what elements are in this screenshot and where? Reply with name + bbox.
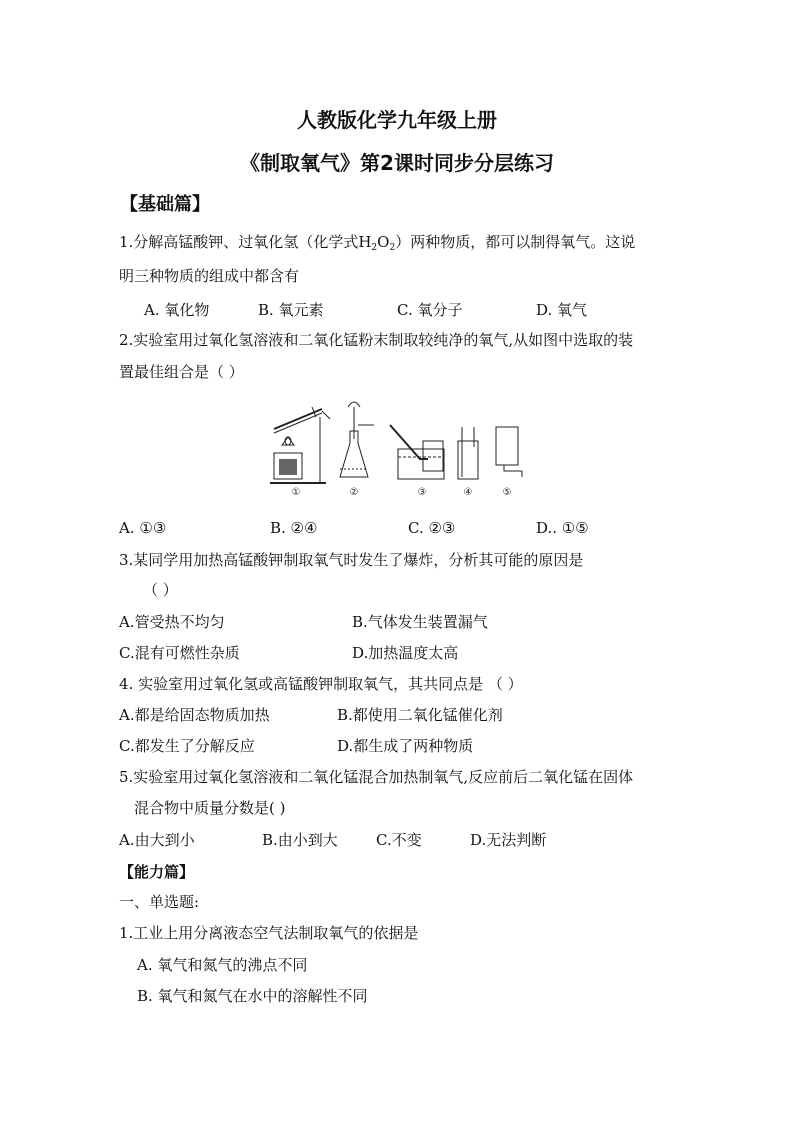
figure-label-4: ④ bbox=[463, 487, 473, 498]
title-line-1: 人教版化学九年级上册 bbox=[297, 108, 497, 132]
q4-option-c: C.都发生了分解反应 bbox=[119, 737, 255, 755]
apparatus-4-bottle bbox=[458, 427, 478, 479]
q5-line1: 5.实验室用过氧化氢溶液和二氧化锰混合加热制氧气,反应前后二氧化锰在固体 bbox=[119, 768, 634, 786]
q1-option-d: D. 氧气 bbox=[536, 301, 588, 319]
q3-option-d: D.加热温度太高 bbox=[352, 644, 459, 662]
title-line-2: 《制取氧气》第2课时同步分层练习 bbox=[240, 151, 554, 175]
q1-line1: 1.分解高锰酸钾、过氧化氢（化学式$H_2O_2$）两种物质，都可以制得氧气。这说 bbox=[119, 233, 636, 253]
q2-option-a: A. ①③ bbox=[119, 519, 167, 537]
q5-option-a: A.由大到小 bbox=[119, 831, 195, 849]
q3-line1: 3.某同学用加热高锰酸钾制取氧气时发生了爆炸，分析其可能的原因是 bbox=[119, 551, 584, 569]
ability-q1-option-a: A. 氧气和氮气的沸点不同 bbox=[137, 956, 308, 974]
ability-q1-line1: 1.工业上用分离液态空气法制取氧气的依据是 bbox=[119, 924, 419, 942]
q3-option-a: A.管受热不均匀 bbox=[119, 613, 225, 631]
q1-line2: 明三种物质的组成中都含有 bbox=[119, 267, 300, 285]
figure-label-2: ② bbox=[349, 487, 359, 498]
apparatus-figure bbox=[268, 399, 530, 499]
ability-heading: 【能力篇】 bbox=[119, 863, 195, 881]
q5-line2: 混合物中质量分数是( ) bbox=[134, 799, 286, 817]
q3-line2: （ ） bbox=[143, 581, 178, 599]
q2-option-d: D.. ①⑤ bbox=[536, 519, 589, 537]
q5-option-c: C.不变 bbox=[376, 831, 422, 849]
apparatus-3-trough bbox=[390, 425, 444, 479]
basic-heading: 【基础篇】 bbox=[120, 194, 210, 215]
q4-option-a: A.都是给固态物质加热 bbox=[119, 706, 270, 724]
ability-section-label: 一、单选题: bbox=[119, 893, 200, 911]
figure-label-1: ① bbox=[291, 487, 301, 498]
q4-option-d: D.都生成了两种物质 bbox=[337, 737, 474, 755]
q2-line1: 2.实验室用过氧化氢溶液和二氧化锰粉末制取较纯净的氧气,从如图中选取的装 bbox=[119, 331, 634, 349]
figure-label-3: ③ bbox=[417, 487, 427, 498]
q1-option-c: C. 氧分子 bbox=[397, 301, 463, 319]
q3-option-b: B.气体发生装置漏气 bbox=[352, 613, 488, 631]
q4-line1: 4. 实验室用过氧化氢或高锰酸钾制取氧气，其共同点是 （ ） bbox=[119, 675, 523, 693]
apparatus-2-flask bbox=[340, 402, 374, 477]
q5-option-b: B.由小到大 bbox=[262, 831, 338, 849]
q1-option-a: A. 氧化物 bbox=[144, 301, 210, 319]
q5-option-d: D.无法判断 bbox=[470, 831, 547, 849]
q2-option-c: C. ②③ bbox=[408, 519, 456, 537]
apparatus-1-heating bbox=[270, 407, 330, 483]
q2-line2: 置最佳组合是（ ） bbox=[119, 363, 244, 381]
apparatus-5-bottle bbox=[496, 427, 522, 477]
q2-option-b: B. ②④ bbox=[270, 519, 318, 537]
figure-label-5: ⑤ bbox=[502, 487, 512, 498]
ability-q1-option-b: B. 氧气和氮气在水中的溶解性不同 bbox=[137, 987, 368, 1005]
q3-option-c: C.混有可燃性杂质 bbox=[119, 644, 240, 662]
q1-option-b: B. 氧元素 bbox=[258, 301, 324, 319]
q4-option-b: B.都使用二氧化锰催化剂 bbox=[337, 706, 503, 724]
